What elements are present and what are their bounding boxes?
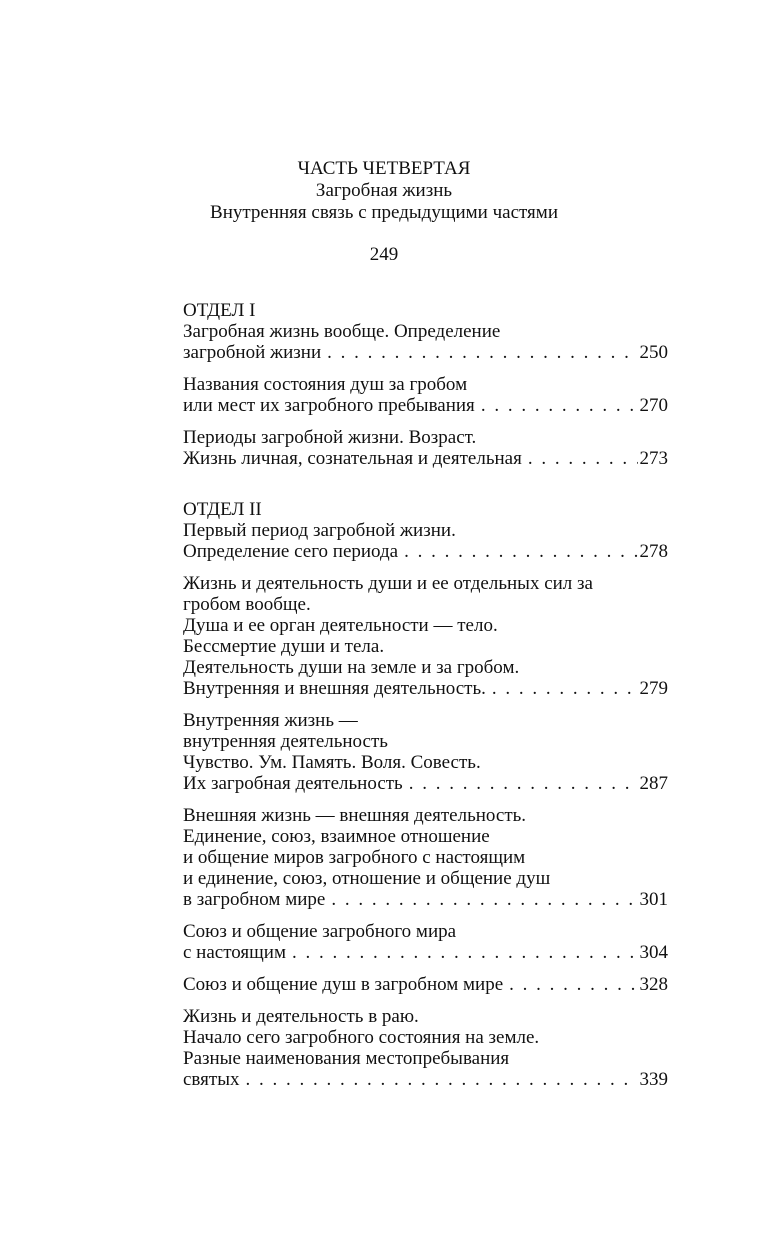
toc-entry-text: Определение сего периода [183,541,399,562]
dot-leader [292,942,638,963]
toc-entry-text: святых [183,1069,240,1090]
toc-entry-line: Внутренняя жизнь — [183,710,358,731]
toc-entry[interactable] [183,520,668,562]
toc-page-number: 270 [639,395,668,416]
toc-entry-text: Их загробная деятельность [183,773,403,794]
toc-entry-line: и единение, союз, отношение и общение душ [183,868,551,889]
toc-entry-text: Жизнь личная, сознательная и деятельная [183,448,522,469]
toc-entry[interactable] [183,427,668,469]
toc-page-number: 328 [639,974,668,995]
toc-entry[interactable] [183,1006,668,1090]
dot-leader [492,678,638,699]
toc-entry-last-line [183,342,668,363]
toc-entry-text: в загробном мире [183,889,326,910]
toc-entry[interactable] [183,374,668,416]
toc-entry-last-line [183,541,668,562]
toc-entry-line: Загробная жизнь вообще. Определение [183,321,501,342]
toc-entry[interactable] [183,974,668,995]
toc-entry-line: Первый период загробной жизни. [183,520,456,541]
toc-entry-line: Начало сего загробного состояния на земле. [183,1027,540,1048]
toc-entry-text: загробной жизни [183,342,322,363]
toc-entry-line: гробом вообще. [183,594,311,615]
part-subtitle-2: Внутренняя связь с предыдущими частями [210,202,558,223]
toc-entry[interactable] [183,573,668,699]
toc-entry-line: и общение миров загробного с настоящим [183,847,526,868]
toc-entry-line: Бессмертие души и тела. [183,636,385,657]
dot-leader [245,1069,637,1090]
toc-entry-line: Названия состояния душ за гробом [183,374,468,395]
toc-entry-line: Душа и ее орган деятельности — тело. [183,615,498,636]
toc-entry-line: Единение, союз, взаимное отношение [183,826,490,847]
toc-entry-line: Внешняя жизнь — внешняя деятельность. [183,805,527,826]
part-subtitle: Загробная жизнь [315,180,453,201]
toc-entry[interactable] [183,710,668,794]
dot-leader [327,342,637,363]
part-title: ЧАСТЬ ЧЕТВЕРТАЯ [297,158,471,179]
toc-page-number: 278 [639,541,668,562]
toc-entry[interactable] [183,321,668,363]
toc-entry-line: Периоды загробной жизни. Возраст. [183,427,477,448]
toc-page-number: 287 [639,773,668,794]
part-page-number: 249 [369,244,399,265]
part-header [0,158,768,224]
toc-page-number: 304 [639,942,668,963]
toc-entry-line: Разные наименования местопребывания [183,1048,510,1069]
dot-leader [404,541,637,562]
toc-entry-text: Внутренняя и внешняя деятельность. [183,678,486,699]
toc-entry-line: Деятельность души на земле и за гробом. [183,657,520,678]
dot-leader [509,974,637,995]
dot-leader [331,889,637,910]
dot-leader [481,395,638,416]
toc-entry-last-line [183,395,668,416]
toc-entry[interactable] [183,921,668,963]
toc-entry-last-line [183,773,668,794]
toc-page-number: 250 [639,342,668,363]
toc-entry-line: Жизнь и деятельность души и ее отдельных сил за [183,573,593,594]
toc-page-number: 339 [639,1069,668,1090]
section-title: ОТДЕЛ II [183,499,262,520]
toc-entry-last-line [183,448,668,469]
dot-leader [528,448,638,469]
toc-entry-line: Жизнь и деятельность в раю. [183,1006,419,1027]
toc-entry-last-line [183,942,668,963]
toc-entry-line: Чувство. Ум. Память. Воля. Совесть. [183,752,481,773]
toc-entry[interactable] [183,805,668,910]
toc-entry-text: с настоящим [183,942,286,963]
toc-page-number: 279 [639,678,668,699]
toc-page-number: 273 [639,448,668,469]
toc-entry-last-line [183,678,668,699]
table-of-contents [183,300,668,1090]
section-title: ОТДЕЛ I [183,300,256,321]
toc-entry-line: внутренняя деятельность [183,731,388,752]
toc-entry-text: Союз и общение душ в загробном мире [183,974,504,995]
toc-entry-last-line [183,1069,668,1090]
toc-entry-text: или мест их загробного пребывания [183,395,475,416]
toc-entry-last-line [183,974,668,995]
toc-page-number: 301 [639,889,668,910]
toc-entry-line: Союз и общение загробного мира [183,921,457,942]
dot-leader [409,773,638,794]
toc-entry-last-line [183,889,668,910]
